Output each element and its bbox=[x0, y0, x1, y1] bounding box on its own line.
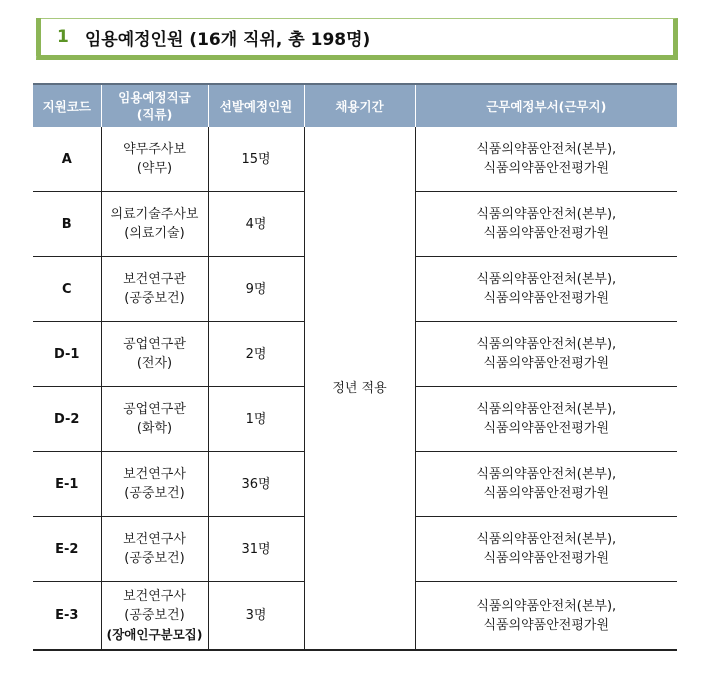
grade-field: (공중보건) bbox=[124, 608, 185, 623]
row-dept bbox=[415, 582, 677, 651]
row-count: 2명 bbox=[208, 322, 304, 387]
row-count: 1명 bbox=[208, 387, 304, 452]
row-code: E-1 bbox=[33, 452, 101, 517]
title-accent-bar bbox=[36, 18, 41, 56]
grade-name: 의료기술주사보 bbox=[110, 207, 199, 222]
row-grade bbox=[101, 387, 208, 452]
grade-name: 보건연구사 bbox=[123, 467, 186, 482]
row-code: C bbox=[33, 257, 101, 322]
row-grade bbox=[101, 517, 208, 582]
row-dept bbox=[415, 517, 677, 582]
dept-line2: 식품의약품안전평가원 bbox=[483, 291, 610, 306]
dept-line1: 식품의약품안전처(본부), bbox=[476, 402, 617, 417]
row-grade bbox=[101, 322, 208, 387]
row-count: 36명 bbox=[208, 452, 304, 517]
header-grade bbox=[101, 84, 208, 127]
header-code: 지원코드 bbox=[33, 84, 101, 127]
row-grade bbox=[101, 192, 208, 257]
header-period: 채용기간 bbox=[304, 84, 415, 127]
dept-line2: 식품의약품안전평가원 bbox=[483, 421, 610, 436]
row-count: 31명 bbox=[208, 517, 304, 582]
grade-field: (공중보건) bbox=[124, 486, 185, 501]
grade-field: (공중보건) bbox=[124, 291, 185, 306]
row-dept bbox=[415, 192, 677, 257]
dept-line2: 식품의약품안전평가원 bbox=[483, 356, 610, 371]
row-dept bbox=[415, 452, 677, 517]
grade-name: 보건연구사 bbox=[123, 532, 186, 547]
grade-name: 공업연구관 bbox=[123, 337, 186, 352]
grade-field: (공중보건) bbox=[124, 551, 185, 566]
row-grade bbox=[101, 452, 208, 517]
grade-field: (화학) bbox=[136, 421, 173, 436]
grade-note: (장애인구분모집) bbox=[106, 627, 203, 642]
grade-name: 보건연구관 bbox=[123, 272, 186, 287]
row-count: 4명 bbox=[208, 192, 304, 257]
section-title-box bbox=[36, 18, 678, 60]
dept-line1: 식품의약품안전처(본부), bbox=[476, 337, 617, 352]
header-grade-line1: 임용예정직급 bbox=[118, 90, 191, 105]
dept-line1: 식품의약품안전처(본부), bbox=[476, 272, 617, 287]
header-dept: 근무예정부서(근무지) bbox=[415, 84, 677, 127]
period-cell: 정년 적용 bbox=[304, 127, 415, 650]
grade-field: (약무) bbox=[136, 161, 173, 176]
row-grade bbox=[101, 257, 208, 322]
dept-line2: 식품의약품안전평가원 bbox=[483, 486, 610, 501]
dept-line1: 식품의약품안전처(본부), bbox=[476, 532, 617, 547]
grade-name: 보건연구사 bbox=[123, 589, 186, 604]
row-grade bbox=[101, 582, 208, 651]
table-header-row bbox=[33, 84, 677, 127]
row-count: 9명 bbox=[208, 257, 304, 322]
section-number: 1 bbox=[57, 27, 69, 47]
row-grade bbox=[101, 127, 208, 192]
dept-line2: 식품의약품안전평가원 bbox=[483, 617, 610, 633]
row-count: 15명 bbox=[208, 127, 304, 192]
row-dept bbox=[415, 322, 677, 387]
header-grade-line2: (직류) bbox=[136, 107, 173, 122]
row-code: A bbox=[33, 127, 101, 192]
row-code: D-2 bbox=[33, 387, 101, 452]
row-code: D-1 bbox=[33, 322, 101, 387]
recruitment-table bbox=[33, 83, 677, 651]
dept-line2: 식품의약품안전평가원 bbox=[483, 161, 610, 176]
dept-line1: 식품의약품안전처(본부), bbox=[476, 207, 617, 222]
dept-line2: 식품의약품안전평가원 bbox=[483, 226, 610, 241]
row-count: 3명 bbox=[208, 582, 304, 651]
grade-name: 공업연구관 bbox=[123, 402, 186, 417]
header-count: 선발예정인원 bbox=[208, 84, 304, 127]
row-dept bbox=[415, 257, 677, 322]
dept-line2: 식품의약품안전평가원 bbox=[483, 551, 610, 566]
row-code: E-3 bbox=[33, 582, 101, 651]
grade-field: (의료기술) bbox=[124, 226, 185, 241]
dept-line1: 식품의약품안전처(본부), bbox=[476, 467, 617, 482]
table-row bbox=[33, 127, 677, 192]
row-code: B bbox=[33, 192, 101, 257]
grade-field: (전자) bbox=[136, 356, 173, 371]
section-heading: 임용예정인원 (16개 직위, 총 198명) bbox=[84, 29, 371, 50]
grade-name: 약무주사보 bbox=[123, 142, 186, 157]
row-dept bbox=[415, 127, 677, 192]
dept-line1: 식품의약품안전처(본부), bbox=[476, 598, 617, 614]
row-dept bbox=[415, 387, 677, 452]
dept-line1: 식품의약품안전처(본부), bbox=[476, 142, 617, 157]
row-code: E-2 bbox=[33, 517, 101, 582]
